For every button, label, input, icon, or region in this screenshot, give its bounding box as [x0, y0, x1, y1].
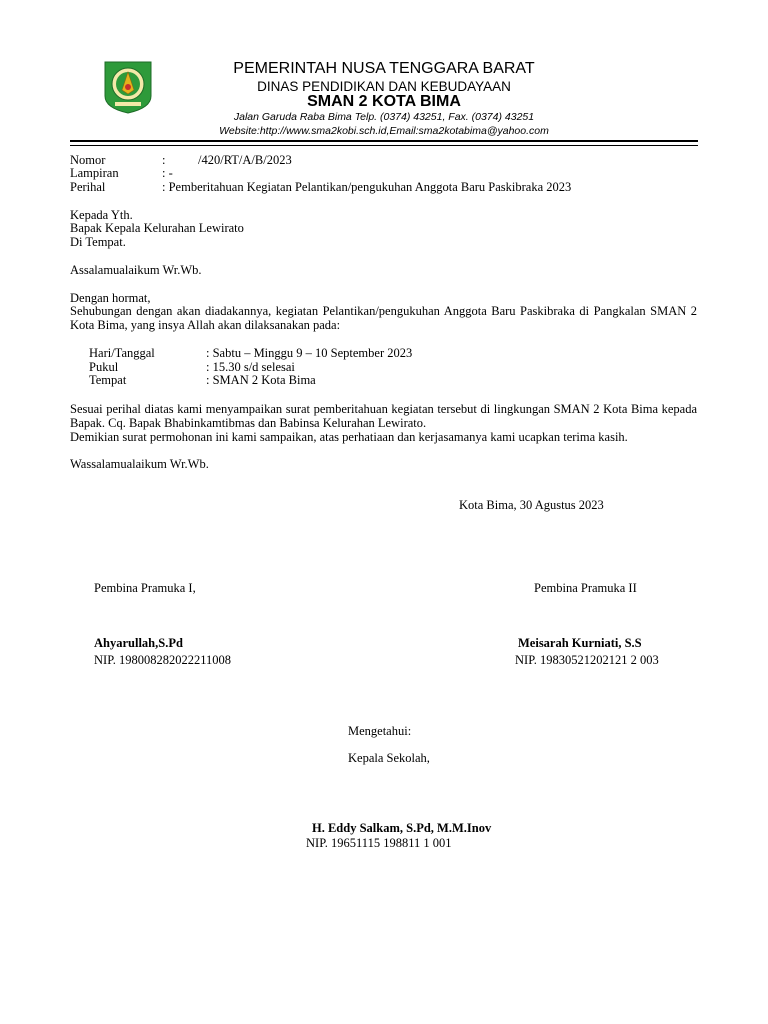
- principal-nip: NIP. 19651115 198811 1 001: [306, 836, 452, 850]
- principal-title: Kepala Sekolah,: [348, 751, 430, 765]
- date-place: Kota Bima, 30 Agustus 2023: [459, 498, 604, 512]
- detail-value-date: : Sabtu – Minggu 9 – 10 September 2023: [206, 346, 413, 360]
- detail-value-time: : 15.30 s/d selesai: [206, 360, 295, 374]
- recipient-line-2: Bapak Kepala Kelurahan Lewirato: [70, 221, 244, 235]
- closing: Wassalamualaikum Wr.Wb.: [70, 457, 209, 471]
- subject-value: : Pemberitahuan Kegiatan Pelantikan/pengukuhan Anggota Baru Paskibraka 2023: [162, 180, 572, 194]
- detail-label-date: Hari/Tanggal: [89, 346, 155, 360]
- acknowledgement-label: Mengetahui:: [348, 724, 412, 738]
- number-label: Nomor: [70, 153, 106, 167]
- principal-name: H. Eddy Salkam, S.Pd, M.M.Inov: [312, 821, 492, 835]
- school-name: SMAN 2 KOTA BIMA: [307, 93, 461, 110]
- recipient-line-3: Di Tempat.: [70, 235, 126, 249]
- school-address: Jalan Garuda Raba Bima Telp. (0374) 43251, Fax. (0374) 43251: [233, 111, 535, 123]
- detail-label-place: Tempat: [89, 373, 127, 387]
- department-title: DINAS PENDIDIKAN DAN KEBUDAYAAN: [257, 79, 511, 94]
- attachment-value: : -: [162, 166, 173, 180]
- left-signatory-name: Ahyarullah,S.Pd: [94, 636, 183, 650]
- school-website: Website:http://www.sma2kobi.sch.id,Email:sma2kotabima@yahoo.com: [219, 125, 549, 137]
- header-divider-thin: [70, 145, 698, 146]
- attachment-label: Lampiran: [70, 166, 119, 180]
- right-signatory-name: Meisarah Kurniati, S.S: [518, 636, 642, 650]
- greeting: Assalamualaikum Wr.Wb.: [70, 263, 202, 277]
- opening: Dengan hormat,: [70, 291, 151, 305]
- recipient-line-1: Kepada Yth.: [70, 208, 133, 222]
- detail-value-place: : SMAN 2 Kota Bima: [206, 373, 316, 387]
- right-signatory-title: Pembina Pramuka II: [534, 581, 637, 595]
- detail-label-time: Pukul: [89, 360, 119, 374]
- paragraph-2: Sesuai perihal diatas kami menyampaikan surat pemberitahuan kegiatan tersebut di lingkungan SMAN 2 Kota Bima kepada Bapak. Cq. Bapak Bhabinkamtibmas dan Babinsa Kelurahan Lewirato.: [70, 402, 697, 430]
- right-signatory-nip: NIP. 19830521202121 2 003: [515, 653, 659, 667]
- left-signatory-nip: NIP. 198008282022211008: [94, 653, 232, 667]
- left-signatory-title: Pembina Pramuka I,: [94, 581, 196, 595]
- government-title: PEMERINTAH NUSA TENGGARA BARAT: [233, 60, 535, 77]
- paragraph-3: Demikian surat permohonan ini kami sampaikan, atas perhatiaan dan kerjasamanya kami ucapkan terima kasih.: [70, 430, 628, 444]
- number-separator: :: [162, 153, 166, 167]
- header-divider-thick: [70, 140, 698, 142]
- letter-number: /420/RT/A/B/2023: [198, 153, 292, 167]
- paragraph-1: Sehubungan dengan akan diadakannya, kegiatan Pelantikan/pengukuhan Anggota Baru Paskibraka di Pangkalan SMAN 2 Kota Bima, yang insya Allah akan dilaksanakan pada:: [70, 304, 697, 332]
- subject-label: Perihal: [70, 180, 106, 194]
